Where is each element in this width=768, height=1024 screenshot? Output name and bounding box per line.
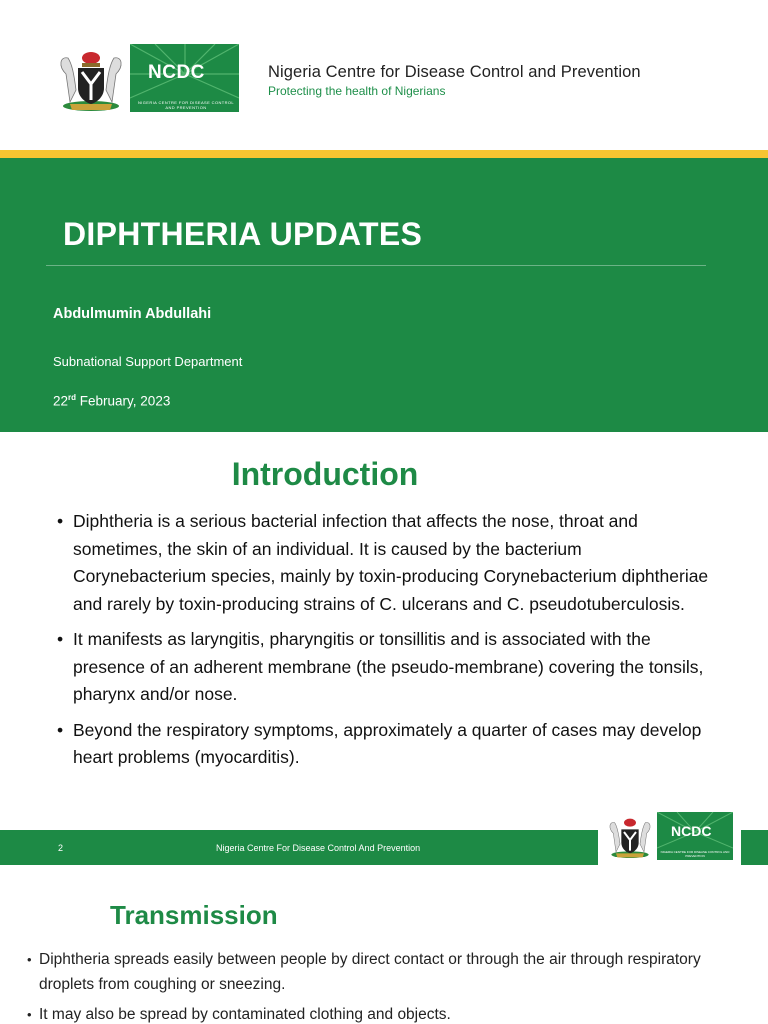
date-month-year: February, 2023 [76,393,171,409]
footer-ncdc-logo-subtext: NIGERIA CENTRE FOR DISEASE CONTROL AND PREVENTION [660,850,730,858]
footer-coat-of-arms-icon [604,812,656,860]
intro-bullet-list [57,508,717,780]
org-name: Nigeria Centre for Disease Control and Prevention [268,63,641,81]
department-name: Subnational Support Department [53,354,243,369]
transmission-bullet: • Diphtheria spreads easily between people by direct contact or through the air through respiratory droplets from coughing or sneezing. [27,948,727,997]
date-suffix: rd [68,393,77,402]
slide-title: DIPHTHERIA UPDATES [63,216,423,252]
intro-bullet: • Beyond the respiratory symptoms, approximately a quarter of cases may develop heart problems (myocarditis). [57,717,717,772]
transmission-bullet-list [27,948,727,1024]
date-day: 22 [53,393,69,409]
transmission-heading: Transmission [110,900,278,930]
page-number: 2 [58,843,64,853]
title-divider [46,265,706,266]
ncdc-logo [130,44,239,112]
title-block [0,158,768,432]
presentation-date [53,393,170,409]
transmission-bullet: • It may also be spread by contaminated clothing and objects. [27,1003,727,1024]
intro-bullet: • It manifests as laryngitis, pharyngitis or tonsillitis and is associated with the presence of an adherent membrane (the pseudo-membrane) covering the tonsils, pharynx and/or nose. [57,626,717,709]
intro-heading: Introduction [231,456,419,492]
footer-ncdc-logo [657,812,733,860]
intro-bullet: • Diphtheria is a serious bacterial infection that affects the nose, throat and sometimes, the skin of an individual. It is caused by the bacterium Corynebacterium species, mainly by toxin-producing Corynebacterium diphtheriae and rarely by toxin-producing strains of C. ulcerans and C. pseudotuberculosis. [57,508,717,618]
footer-ncdc-logo-word: NCDC [671,823,712,839]
footer-org-name: Nigeria Centre For Disease Control And Prevention [216,843,421,853]
org-tagline: Protecting the health of Nigerians [268,84,446,98]
gold-divider-bar [0,150,768,158]
author-name: Abdulmumin Abdullahi [53,306,212,322]
ncdc-logo-subtext: NIGERIA CENTRE FOR DISEASE CONTROL AND PREVENTION [137,100,235,110]
coat-of-arms-icon [52,44,130,112]
title-slide-header [0,0,768,150]
ncdc-logo-word: NCDC [148,62,205,83]
